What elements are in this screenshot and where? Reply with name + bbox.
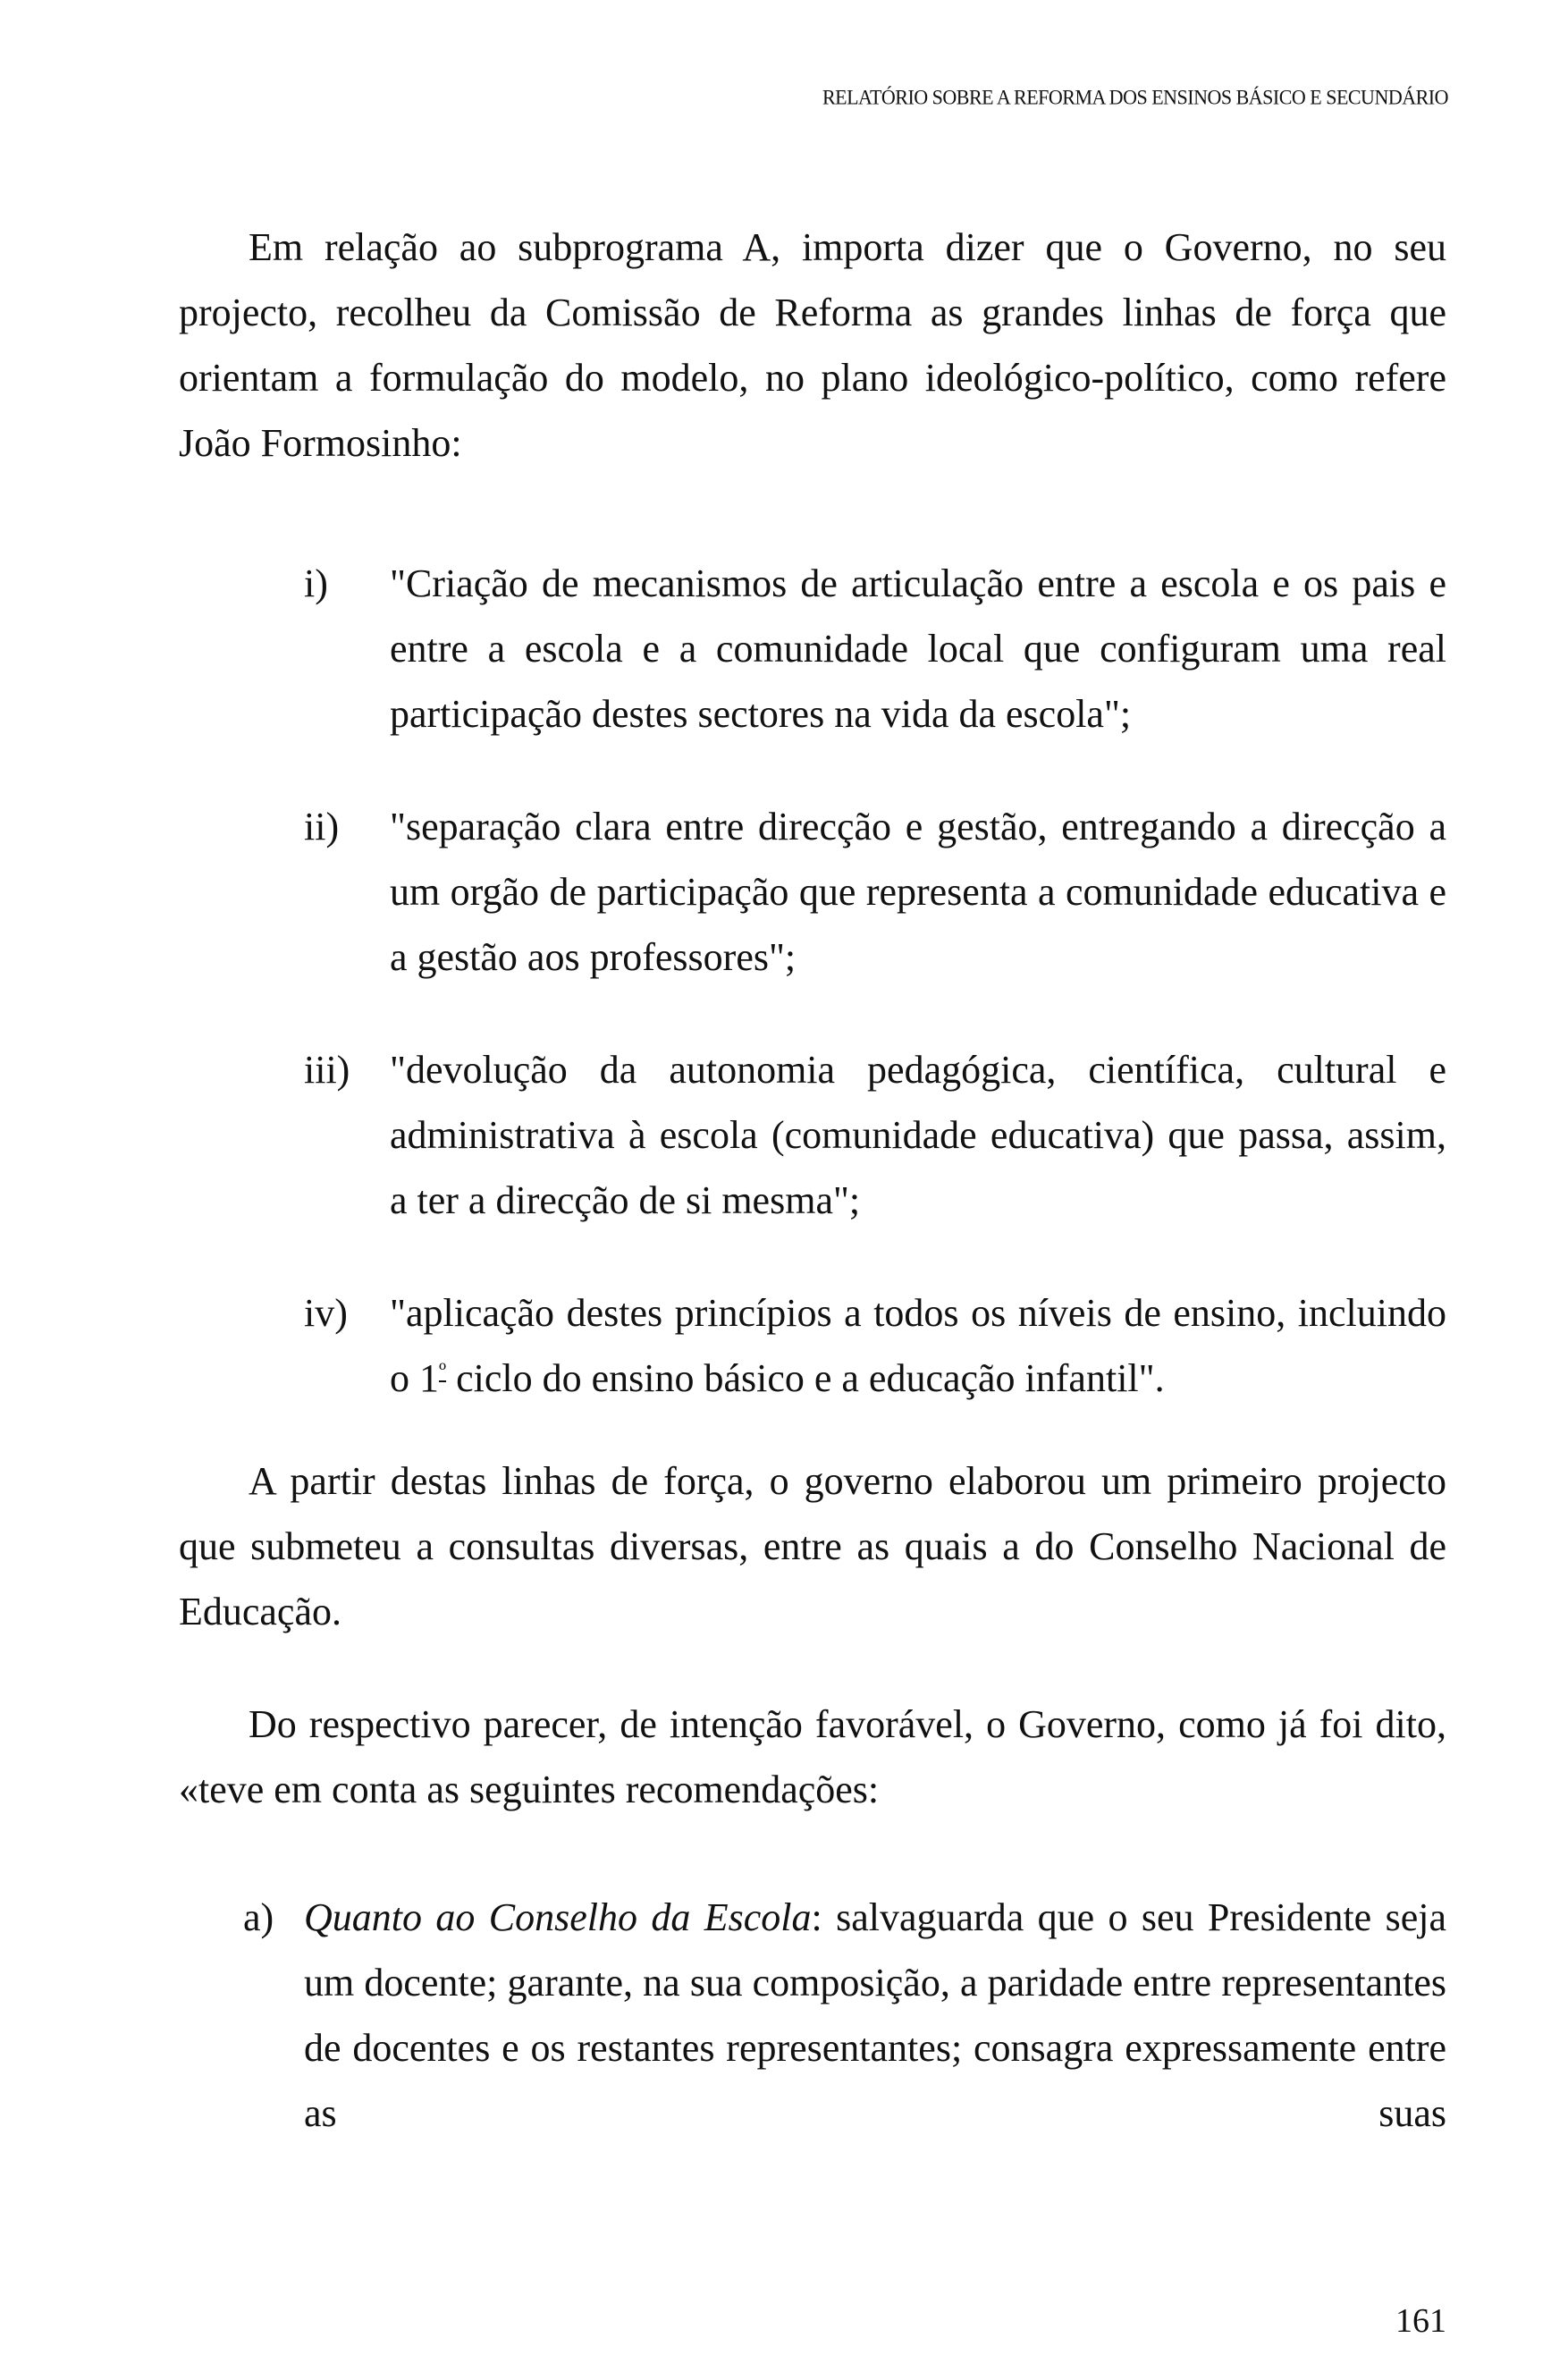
list-item xyxy=(304,1037,1446,1233)
list-marker: iii) xyxy=(304,1048,350,1092)
paragraph-after-list-text: A partir destas linhas de força, o governo elaborou um primeiro projecto que submeteu a consultas diversas, entre as quais a do Conselho Nacional de Educação. xyxy=(179,1459,1446,1633)
paragraph-recommendations-intro xyxy=(179,1692,1446,1822)
recommendation-heading: Quanto ao Conselho da Escola xyxy=(304,1895,812,1939)
list-item xyxy=(304,794,1446,990)
list-marker: ii) xyxy=(304,805,340,848)
paragraph-intro-text: Em relação ao subprograma A, importa dizer que o Governo, no seu projecto, recolheu da Comissão de Reforma as grandes linhas de força que orientam a formulação do modelo, no plano ideológico-político, como refere João Formosinho: xyxy=(179,225,1446,465)
page-number: 161 xyxy=(1395,2302,1446,2340)
ordinal-indicator: º xyxy=(439,1358,447,1384)
list-item-text: "devolução da autonomia pedagógica, científica, cultural e administrativa à escola (comunidade educativa) que passa, assim, a ter a direcção de si mesma"; xyxy=(390,1048,1446,1222)
running-header: RELATÓRIO SOBRE A REFORMA DOS ENSINOS BÁSICO E SECUNDÁRIO xyxy=(822,85,1448,109)
list-marker: iv) xyxy=(304,1291,348,1335)
list-item-text-part: "aplicação destes princípios a todos os níveis de ensino, incluindo o 1 xyxy=(390,1291,1446,1400)
list-item xyxy=(304,1280,1446,1411)
paragraph-intro xyxy=(179,215,1446,476)
recommendation-body: : salvaguarda que o seu Presidente seja um docente; garante, na sua composição, a paridade entre representantes de docentes e os restantes representantes; consagra expressamente entre as suas xyxy=(304,1895,1446,2135)
recommendations-list xyxy=(243,1885,1446,2146)
list-item-text: "Criação de mecanismos de articulação entre a escola e os pais e entre a escola e a comunidade local que configuram uma real participação destes sectores na vida da escola"; xyxy=(390,561,1446,736)
list-item-text-part: ciclo do ensino básico e a educação infantil". xyxy=(446,1356,1165,1400)
paragraph-after-list xyxy=(179,1448,1446,1644)
list-item xyxy=(304,551,1446,747)
list-marker: a) xyxy=(243,1895,274,1939)
list-item-text xyxy=(390,1280,1446,1411)
list-item-text: "separação clara entre direcção e gestão, entregando a direcção a um orgão de participação que representa a comunidade educativa e a gestão aos professores"; xyxy=(390,805,1446,979)
paragraph-recommendations-intro-text: Do respectivo parecer, de intenção favorável, o Governo, como já foi dito, «teve em conta as seguintes recomendações: xyxy=(179,1702,1446,1811)
list-marker: i) xyxy=(304,561,328,605)
recommendation-text xyxy=(304,1885,1446,2146)
